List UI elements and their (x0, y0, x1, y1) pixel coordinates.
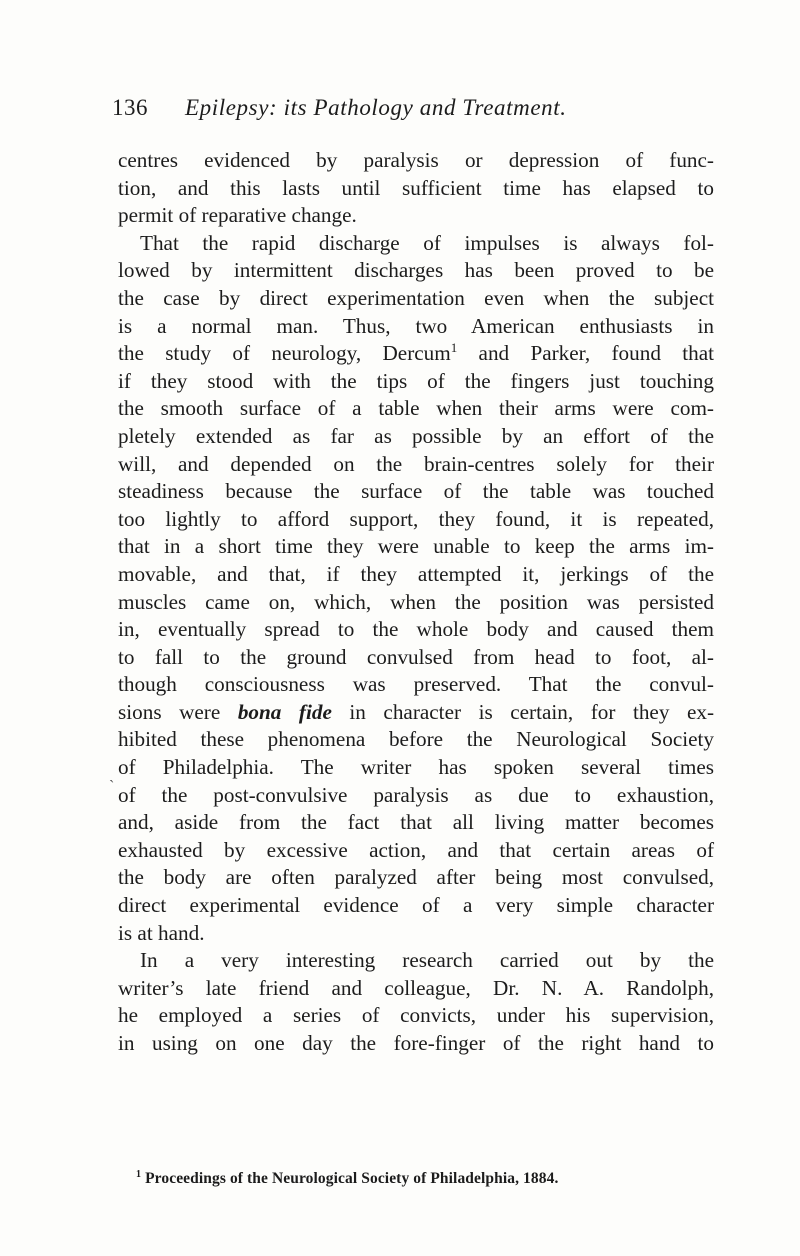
text-line: pletely extended as far as possible by an effort of the (118, 423, 714, 448)
body-text (118, 147, 714, 1058)
text-line: if they stood with the tips of the fingers just touching (118, 368, 714, 393)
text-fragment: sions were (118, 699, 221, 724)
text-line: of Philadelphia. The writer has spoken several times (118, 755, 714, 780)
running-title: Epilepsy: its Pathology and Treatment. (185, 95, 567, 120)
running-head (112, 94, 714, 128)
footnote-marker: 1 (136, 1169, 142, 1180)
text-line: will, and depended on the brain-centres solely for their (118, 451, 714, 476)
text-line: to fall to the ground convulsed from head to foot, al- (118, 644, 714, 669)
text-line (118, 340, 714, 368)
text-line: the body are often paralyzed after being most convulsed, (118, 865, 714, 890)
book-page (109, 94, 715, 1187)
text-line: too lightly to afford support, they found, it is repeated, (118, 506, 714, 531)
text-line: though consciousness was preserved. That the convul- (118, 672, 714, 697)
text-line (118, 699, 714, 727)
text-line: direct experimental evidence of a very simple character (118, 893, 714, 918)
text-fragment: in character is certain, for they ex- (349, 699, 715, 724)
text-line: the case by direct experimentation even when the subject (118, 285, 714, 310)
text-line: that in a short time they were unable to keep the arms im- (118, 534, 714, 559)
text-line: he employed a series of convicts, under his supervision, (118, 1003, 714, 1028)
text-line: of the post-convulsive paralysis as due to exhaustion, (118, 782, 714, 807)
paragraph-start: In a very interesting research carried out by the (140, 948, 714, 973)
footnote-reference: 1 (450, 340, 458, 356)
text-line: movable, and that, if they attempted it, jerkings of the (118, 561, 714, 586)
text-line: the smooth surface of a table when their arms were com- (118, 396, 714, 421)
text-line: writer’s late friend and colleague, Dr. N. A. Randolph, (118, 975, 714, 1000)
text-line: centres evidenced by paralysis or depression of func- (118, 148, 714, 172)
text-fragment: and Parker, found that (478, 341, 714, 366)
margin-mark: ` (109, 778, 115, 795)
italic-phrase: bona fide (237, 699, 332, 724)
text-line: lowed by intermittent discharges has been proved to be (118, 258, 714, 283)
page-number: 136 (112, 95, 148, 120)
footnote (136, 1169, 558, 1189)
text-fragment: the study of neurology, Dercum (118, 341, 451, 366)
text-line: steadiness because the surface of the table was touched (118, 479, 714, 504)
text-line: in, eventually spread to the whole body and caused them (118, 617, 714, 642)
text-line: hibited these phenomena before the Neurological Society (118, 727, 714, 752)
paragraph-start: That the rapid discharge of impulses is always fol- (140, 230, 714, 255)
text-line: tion, and this lasts until sufficient time has elapsed to (118, 175, 714, 200)
text-line: exhausted by excessive action, and that certain areas of (118, 837, 714, 862)
text-line: muscles came on, which, when the position was persisted (118, 589, 714, 614)
text-line: is at hand. (118, 920, 205, 945)
text-line: in using on one day the fore-finger of the right hand to (118, 1031, 714, 1055)
text-line: and, aside from the fact that all living matter becomes (118, 810, 714, 835)
text-line: permit of reparative change. (118, 203, 357, 228)
text-line: is a normal man. Thus, two American enthusiasts in (118, 313, 714, 338)
footnote-text: Proceedings of the Neurological Society of Philadelphia, 1884. (145, 1170, 559, 1187)
